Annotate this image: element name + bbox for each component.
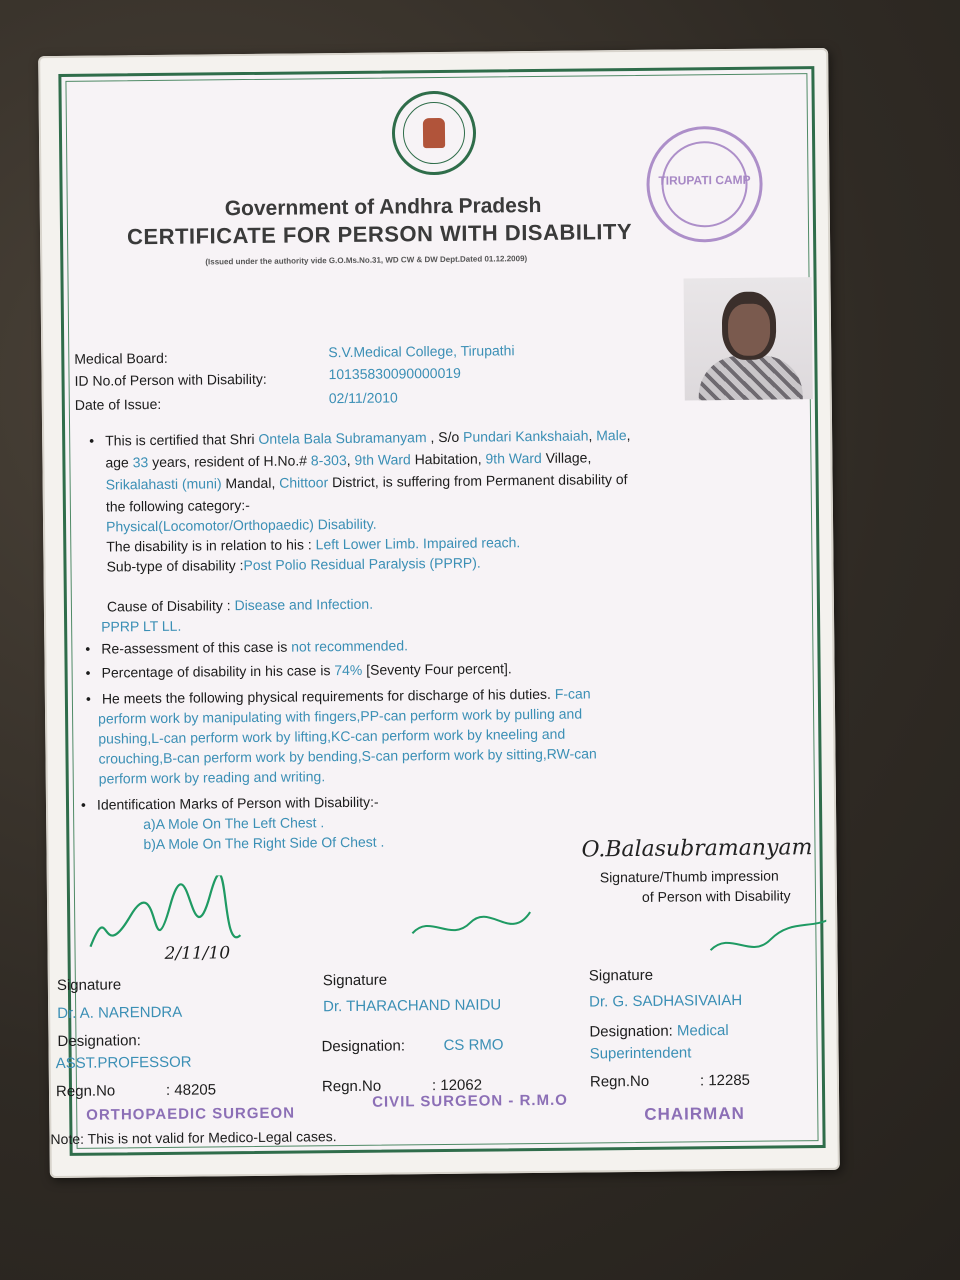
signatory-3-label: Signature	[588, 966, 654, 985]
person-name: Ontela Bala Subramanyam	[258, 429, 427, 447]
signatory-3-designation-1: Medical	[676, 1022, 729, 1040]
requirements-line-5: perform work by reading and writing.	[98, 768, 326, 787]
signatory-1-label: Signature	[56, 976, 122, 995]
medical-board-label: Medical Board:	[74, 349, 168, 367]
disability-certificate	[50, 66, 825, 1156]
signature-ink-marks	[70, 869, 827, 987]
medical-board-value: S.V.Medical College, Tirupathi	[328, 342, 515, 361]
mandal: Srikalahasti (muni)	[105, 475, 222, 493]
cause-of-disability: Cause of Disability : Disease and Infection.	[106, 595, 374, 615]
signatory-3-regn-value: : 12285	[699, 1071, 751, 1090]
certify-line-2: age 33 years, resident of H.No.# 8-303, 9th Ward Habitation, 9th Ward Village,	[105, 449, 592, 471]
requirements-line-2: perform work by manipulating with fingers,PP-can perform work by pulling and	[98, 705, 583, 727]
round-stamp	[646, 126, 763, 243]
government-heading: Government of Andhra Pradesh	[224, 193, 542, 221]
signatory-2-regn-label: Regn.No	[321, 1077, 382, 1096]
certify-line-1: • This is certified that Shri Ontela Bala Subramanyam , S/o Pundari Kankshaiah, Male,	[105, 427, 630, 448]
district: Chittoor	[279, 474, 329, 491]
person-signature-caption-1: Signature/Thumb impression	[599, 867, 779, 886]
certify-line-4: the following category:-	[105, 497, 250, 515]
ward: 9th Ward	[354, 451, 411, 468]
disability-category: Physical(Locomotor/Orthopaedic) Disability.	[106, 515, 377, 535]
signatory-2-label: Signature	[322, 971, 388, 990]
requirements-line-3: pushing,L-can perform work by lifting,KC-can perform work by kneeling and	[98, 725, 566, 747]
signatory-2-stamp: CIVIL SURGEON - R.M.O	[372, 1091, 568, 1111]
signatory-1-regn-value: : 48205	[165, 1081, 217, 1099]
person-signature-caption-2: of Person with Disability	[641, 887, 791, 905]
signatory-2-regn-value: : 12062	[431, 1076, 483, 1095]
id-label: ID No.of Person with Disability:	[74, 370, 267, 389]
footer-note: Note: This is not valid for Medico-Legal cases.	[50, 1128, 337, 1148]
identification-label: • Identification Marks of Person with Disability:-	[97, 794, 379, 813]
signatory-3-stamp: CHAIRMAN	[644, 1103, 745, 1124]
gender: Male	[596, 427, 627, 444]
cause-code: PPRP LT LL.	[101, 617, 182, 635]
signatory-1-name: Dr. A. NARENDRA	[57, 1003, 183, 1023]
certify-line-3: Srikalahasti (muni) Mandal, Chittoor District, is suffering from Permanent disability of	[105, 471, 628, 493]
date-label: Date of Issue:	[74, 395, 162, 413]
signatory-1-designation: ASST.PROFESSOR	[55, 1053, 192, 1073]
requirements-line-4: crouching,B-can perform work by bending,S-can perform work by sitting,RW-can	[98, 745, 597, 767]
signatory-2-designation: CS RMO	[443, 1036, 504, 1055]
age-value: 33	[132, 454, 149, 471]
signatory-1-designation-label: Designation:	[57, 1032, 141, 1051]
person-photo	[684, 277, 813, 400]
id-value: 10135830090000019	[328, 364, 461, 383]
identification-mark-a: a)A Mole On The Left Chest .	[143, 814, 325, 833]
signatory-3-regn-label: Regn.No	[589, 1072, 650, 1091]
father-name: Pundari Kankshaiah	[463, 427, 589, 445]
issued-under-note: (Issued under the authority vide G.O.Ms.No.31, WD CW & DW Dept.Dated 01.12.2009)	[205, 254, 528, 267]
date-value: 02/11/2010	[328, 389, 398, 407]
round-stamp-text: TIRUPATI CAMP	[658, 172, 751, 188]
signature-date: 2/11/10	[164, 943, 231, 964]
disability-percentage: • Percentage of disability in his case is 74% [Seventy Four percent].	[102, 660, 512, 680]
requirements-label: • He meets the following physical requirements for discharge of his duties. F-can	[102, 685, 591, 706]
signatory-1-regn-label: Regn.No	[55, 1082, 116, 1101]
person-signature: O.Balasubramanyam	[581, 835, 813, 863]
reassessment: • Re-assessment of this case is not recommended.	[101, 637, 408, 656]
village: 9th Ward	[485, 449, 542, 467]
disability-relation: The disability is in relation to his : Left Lower Limb. Impaired reach.	[106, 534, 521, 555]
signatory-3-designation-label: Designation: Medical	[589, 1022, 729, 1041]
signatory-3-name: Dr. G. SADHASIVAIAH	[589, 991, 743, 1011]
signatory-3-designation-2: Superintendent	[589, 1044, 692, 1063]
signatory-1-stamp: ORTHOPAEDIC SURGEON	[86, 1104, 296, 1124]
signatory-2-name: Dr. THARACHAND NAIDU	[323, 996, 502, 1016]
house-number: 8-303	[310, 451, 347, 469]
signatory-2-designation-label: Designation:	[321, 1037, 406, 1056]
state-emblem-icon	[392, 91, 477, 176]
identification-mark-b: b)A Mole On The Right Side Of Chest .	[143, 833, 385, 853]
certificate-title: CERTIFICATE FOR PERSON WITH DISABILITY	[126, 218, 633, 250]
disability-subtype: Sub-type of disability :Post Polio Residual Paralysis (PPRP).	[106, 554, 481, 575]
